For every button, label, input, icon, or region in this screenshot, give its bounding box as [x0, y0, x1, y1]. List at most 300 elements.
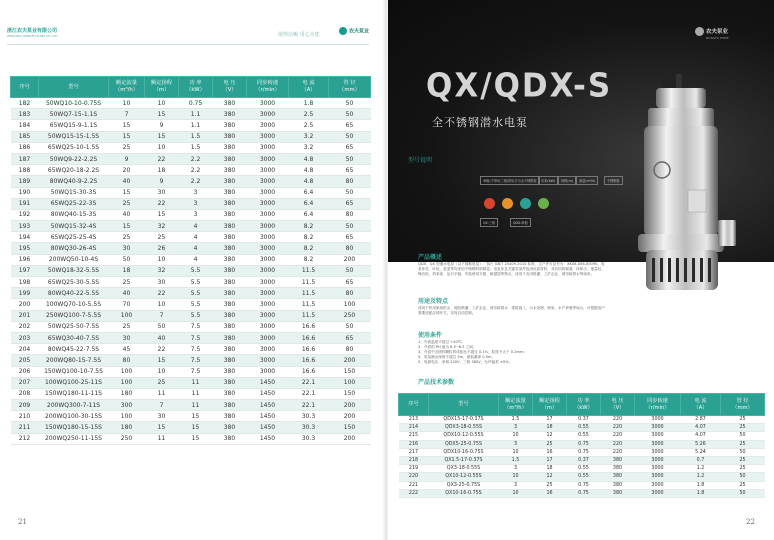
- table-cell: 7: [145, 400, 179, 411]
- table-cell: 100: [329, 377, 371, 388]
- table-cell: 380: [213, 243, 247, 254]
- table-cell: 205: [11, 355, 39, 366]
- table-cell: 380: [213, 232, 247, 243]
- model-cell: 200WQ100-30-15S: [39, 411, 109, 422]
- company-name-en: ZHEJIANG NONGFU PUMP CO.,LTD: [7, 34, 58, 38]
- table-cell: 380: [213, 422, 247, 433]
- table-cell: 3: [179, 198, 213, 209]
- table-cell: 40: [145, 332, 179, 343]
- model-cell: QX10-16-0.75S: [429, 489, 499, 497]
- table-cell: 25: [109, 321, 145, 332]
- table-cell: 221: [399, 481, 429, 489]
- table-cell: 3000: [635, 448, 681, 456]
- table-cell: 3000: [247, 332, 289, 343]
- table-cell: 380: [213, 221, 247, 232]
- page-number-left: 21: [18, 518, 27, 526]
- table-cell: 215: [399, 432, 429, 440]
- table-cell: 4.8: [289, 153, 329, 164]
- table-cell: 3000: [247, 142, 289, 153]
- table-cell: 250: [109, 433, 145, 444]
- table-cell: 70: [109, 299, 145, 310]
- table-cell: 380: [213, 288, 247, 299]
- table-cell: 380: [213, 198, 247, 209]
- model-dot-teal: [520, 198, 531, 209]
- table-cell: 3: [499, 440, 533, 448]
- model-dot-orange: [502, 198, 513, 209]
- legend-d: 流量(m³/h): [576, 176, 598, 185]
- table-cell: 30: [109, 243, 145, 254]
- table-cell: 16.6: [289, 366, 329, 377]
- table-cell: 4.8: [289, 165, 329, 176]
- table-cell: 18: [145, 165, 179, 176]
- table-cell: 10: [145, 254, 179, 265]
- table-row: [399, 456, 765, 464]
- model-cell: 150WQ100-10-7.5S: [39, 366, 109, 377]
- table-cell: 40: [109, 288, 145, 299]
- table-cell: 3: [499, 481, 533, 489]
- table-cell: 220: [601, 448, 635, 456]
- table-cell: 200: [329, 433, 371, 444]
- pump-image: [618, 70, 748, 310]
- table-cell: 380: [213, 142, 247, 153]
- brand-logo-text: 农夫泵业: [349, 28, 370, 35]
- condition-item: 1、介质温度不超过 +40℃；: [418, 340, 466, 344]
- table-cell: 100: [109, 411, 145, 422]
- table-row: [11, 377, 371, 388]
- table-cell: 65: [329, 165, 371, 176]
- table-row: [399, 481, 765, 489]
- table-cell: 3000: [247, 277, 289, 288]
- table-cell: 5.5: [179, 277, 213, 288]
- table-cell: 0.55: [567, 473, 601, 481]
- overview-text: QDX、QX 型潜水电泵（以下简称电泵）：执行 GB/T 25409-2010 标准，生产许可证号为：XK06-006-00095。电泵体壳、叶轮、泵盖等均采用不锈钢材料制造，电泵体及关键零部件选用优质材料，具有结构紧凑、体积小、重量轻、噪音低、效率高、运行平稳、安装使用方便、耐腐蚀等特点，适用于农田排灌、工矿企业、城市给排水等场所。: [418, 262, 605, 276]
- table-cell: 16: [533, 489, 567, 497]
- table-cell: 25: [109, 232, 145, 243]
- table-cell: 30.3: [289, 411, 329, 422]
- model-cell: 150WQ180-15-15S: [39, 422, 109, 433]
- table-cell: 12: [533, 432, 567, 440]
- brand-logo-sub: NONGFU PUMP: [706, 36, 729, 40]
- table-cell: 25: [721, 481, 765, 489]
- table-cell: 1450: [247, 388, 289, 399]
- legend-g: 不锈钢泵: [604, 176, 623, 185]
- table-row: [399, 448, 765, 456]
- table-cell: 380: [601, 481, 635, 489]
- table-cell: 15: [179, 422, 213, 433]
- usage-text: 适用于民用家庭供水、庭院喷灌、工矿企业、城市给排水、建筑施工、污水处理、喷泉、水产养殖等场合，可根据用户需要选配浮球开关，实现自动控制。: [418, 306, 605, 315]
- table-cell: 3000: [635, 473, 681, 481]
- model-cell: QX1.5-17-0.37S: [429, 456, 499, 464]
- table-cell: 150: [329, 388, 371, 399]
- table-cell: 220: [601, 432, 635, 440]
- table-cell: 185: [11, 131, 39, 142]
- table-cell: 2.87: [681, 416, 721, 424]
- table-cell: 10: [145, 366, 179, 377]
- logo-icon: [695, 27, 704, 36]
- table-cell: 3000: [635, 465, 681, 473]
- table-cell: 380: [213, 366, 247, 377]
- table-cell: 0.7: [681, 456, 721, 464]
- table-header-row: [399, 394, 765, 416]
- table-cell: 3: [499, 424, 533, 432]
- column-header: 序号: [11, 77, 39, 98]
- column-header: 型号: [429, 394, 499, 416]
- table-cell: 3000: [247, 198, 289, 209]
- legend-b: 功率(KW): [538, 176, 558, 185]
- table-cell: 7.5: [179, 344, 213, 355]
- model-cell: 65WQ25-10-1.5S: [39, 142, 109, 153]
- table-cell: 3000: [247, 221, 289, 232]
- table-cell: 3000: [247, 288, 289, 299]
- table-row: [11, 344, 371, 355]
- table-cell: 80: [329, 288, 371, 299]
- model-cell: QDX10-12-0.55S: [429, 432, 499, 440]
- table-cell: 15: [145, 131, 179, 142]
- table-cell: 208: [11, 388, 39, 399]
- spec-title: 产品技术参数: [418, 379, 455, 386]
- table-cell: 200: [329, 400, 371, 411]
- table-cell: 11: [179, 400, 213, 411]
- table-cell: 1.2: [681, 465, 721, 473]
- table-cell: 3000: [247, 153, 289, 164]
- table-cell: 80: [329, 344, 371, 355]
- table-row: [11, 153, 371, 164]
- table-cell: 22.1: [289, 388, 329, 399]
- table-cell: 0.55: [567, 424, 601, 432]
- table-cell: 380: [213, 299, 247, 310]
- table-cell: 1.8: [681, 481, 721, 489]
- table-cell: 3000: [635, 456, 681, 464]
- table-cell: 380: [213, 277, 247, 288]
- table-cell: 3000: [247, 243, 289, 254]
- table-cell: 3000: [247, 299, 289, 310]
- table-cell: 3000: [247, 109, 289, 120]
- table-cell: 1.2: [681, 473, 721, 481]
- model-cell: 50WQ15-30-3S: [39, 187, 109, 198]
- table-cell: 200: [329, 355, 371, 366]
- left-page: [0, 0, 384, 540]
- table-cell: 3000: [247, 254, 289, 265]
- table-cell: 2.2: [179, 153, 213, 164]
- table-cell: 0.75: [179, 98, 213, 109]
- table-cell: 182: [11, 98, 39, 109]
- table-row: [11, 411, 371, 422]
- table-cell: 4.07: [681, 424, 721, 432]
- table-cell: 1450: [247, 400, 289, 411]
- model-cell: 80WQ30-26-4S: [39, 243, 109, 254]
- model-cell: QDX10-16-0.75S: [429, 448, 499, 456]
- table-cell: 380: [213, 176, 247, 187]
- table-row: [399, 473, 765, 481]
- model-cell: QX10-12-0.55S: [429, 473, 499, 481]
- table-cell: 50: [329, 221, 371, 232]
- table-cell: 0.55: [567, 465, 601, 473]
- table-cell: 380: [213, 332, 247, 343]
- table-cell: 3: [499, 465, 533, 473]
- table-cell: 207: [11, 377, 39, 388]
- table-cell: 22.1: [289, 377, 329, 388]
- table-cell: 7.5: [179, 366, 213, 377]
- table-cell: 80: [329, 209, 371, 220]
- table-cell: 15: [109, 131, 145, 142]
- table-cell: 3.2: [289, 131, 329, 142]
- table-cell: 11: [179, 388, 213, 399]
- table-cell: 7.5: [179, 355, 213, 366]
- table-cell: 40: [109, 209, 145, 220]
- table-cell: 10: [145, 299, 179, 310]
- table-cell: 0.75: [567, 481, 601, 489]
- table-cell: 203: [11, 332, 39, 343]
- model-cell: 65WQ25-30-5.5S: [39, 277, 109, 288]
- table-cell: 380: [213, 400, 247, 411]
- table-cell: 11.5: [289, 299, 329, 310]
- table-cell: 25: [533, 481, 567, 489]
- usage-title: 用途及特点: [418, 298, 449, 305]
- logo-icon: [339, 27, 347, 35]
- table-row: [11, 321, 371, 332]
- table-row: [11, 198, 371, 209]
- table-cell: 187: [11, 153, 39, 164]
- condition-item: 4、电泵潜水深度不超过 5m，最低潜深 0.5m；: [418, 355, 496, 359]
- table-cell: 25: [533, 440, 567, 448]
- table-cell: 40: [109, 176, 145, 187]
- table-cell: 50: [145, 321, 179, 332]
- table-cell: 2.5: [289, 120, 329, 131]
- table-row: [11, 332, 371, 343]
- table-cell: 219: [399, 465, 429, 473]
- table-cell: 9: [145, 176, 179, 187]
- model-cell: 65WQ25-25-4S: [39, 232, 109, 243]
- conditions-list: [418, 340, 608, 365]
- table-cell: 32: [145, 265, 179, 276]
- table-cell: 211: [11, 422, 39, 433]
- table-row: [11, 299, 371, 310]
- model-cell: 200WQ80-15-7.5S: [39, 355, 109, 366]
- table-cell: 222: [399, 489, 429, 497]
- table-cell: 200: [329, 254, 371, 265]
- table-cell: 3000: [247, 355, 289, 366]
- table-cell: 380: [213, 209, 247, 220]
- condition-item: 2、介质的 PH 值为 6.5~8.5 之间；: [418, 345, 477, 349]
- table-cell: 201: [11, 310, 39, 321]
- model-cell: 200WQ300-7-11S: [39, 400, 109, 411]
- table-cell: 217: [399, 448, 429, 456]
- table-cell: 10: [109, 98, 145, 109]
- table-cell: 11.5: [289, 277, 329, 288]
- table-cell: 50: [109, 254, 145, 265]
- table-cell: 25: [721, 440, 765, 448]
- table-cell: 1450: [247, 411, 289, 422]
- table-row: [11, 388, 371, 399]
- table-row: [11, 221, 371, 232]
- table-cell: 11.5: [289, 265, 329, 276]
- table-cell: 380: [601, 489, 635, 497]
- column-header: 功 率 （kW）: [567, 394, 601, 416]
- model-cell: QDX15-17-0.37S: [429, 416, 499, 424]
- table-cell: 3000: [247, 120, 289, 131]
- table-cell: 380: [601, 456, 635, 464]
- model-cell: 80WQ45-22-7.5S: [39, 344, 109, 355]
- table-cell: 194: [11, 232, 39, 243]
- column-header: 电 流 （A）: [681, 394, 721, 416]
- table-cell: 189: [11, 176, 39, 187]
- table-cell: 5.24: [681, 448, 721, 456]
- table-cell: 65: [329, 120, 371, 131]
- table-cell: 30.3: [289, 422, 329, 433]
- table-cell: 10: [145, 142, 179, 153]
- table-row: [11, 165, 371, 176]
- table-cell: 45: [109, 344, 145, 355]
- table-cell: 3000: [635, 424, 681, 432]
- table-cell: 200: [11, 299, 39, 310]
- table-cell: 0.75: [567, 448, 601, 456]
- table-row: [399, 424, 765, 432]
- table-row: [11, 209, 371, 220]
- table-cell: 15: [109, 221, 145, 232]
- table-cell: 15: [109, 187, 145, 198]
- table-cell: 204: [11, 344, 39, 355]
- table-cell: 1.5: [179, 131, 213, 142]
- table-cell: 22: [145, 153, 179, 164]
- table-cell: 22: [145, 288, 179, 299]
- table-row: [11, 109, 371, 120]
- table-cell: 214: [399, 424, 429, 432]
- table-cell: 15: [179, 411, 213, 422]
- table-cell: 25: [721, 456, 765, 464]
- model-cell: 50WQ10-10-0.75S: [39, 98, 109, 109]
- column-header: 同步转速 （r/min）: [247, 77, 289, 98]
- table-cell: 380: [213, 377, 247, 388]
- table-cell: 25: [109, 198, 145, 209]
- model-cell: 200WQ250-11-15S: [39, 433, 109, 444]
- table-cell: 1450: [247, 377, 289, 388]
- model-section-title: 型号说明: [408, 157, 433, 164]
- table-cell: 213: [399, 416, 429, 424]
- table-cell: 7: [145, 310, 179, 321]
- table-cell: 16: [533, 448, 567, 456]
- table-row: [11, 98, 371, 109]
- table-cell: 15: [145, 355, 179, 366]
- table-cell: 218: [399, 456, 429, 464]
- table-row: [11, 288, 371, 299]
- overview-title: 产品概述: [418, 254, 443, 261]
- model-diagram: [480, 172, 630, 232]
- table-cell: 30: [145, 187, 179, 198]
- table-cell: 4.8: [289, 176, 329, 187]
- table-cell: 10: [499, 489, 533, 497]
- column-header: 序号: [399, 394, 429, 416]
- table-cell: 50: [721, 473, 765, 481]
- table-cell: 50: [329, 265, 371, 276]
- legend-e: QX:三相: [480, 218, 498, 227]
- table-cell: 3000: [635, 489, 681, 497]
- table-cell: 50: [721, 432, 765, 440]
- table-cell: 380: [601, 465, 635, 473]
- table-cell: 212: [11, 433, 39, 444]
- table-cell: 10: [499, 473, 533, 481]
- table-cell: 15: [145, 109, 179, 120]
- table-cell: 11.5: [289, 288, 329, 299]
- table-cell: 150: [329, 422, 371, 433]
- table-row: [11, 176, 371, 187]
- table-cell: 16.6: [289, 344, 329, 355]
- table-cell: 11: [179, 377, 213, 388]
- column-header: 型号: [39, 77, 109, 98]
- table-cell: 50: [721, 489, 765, 497]
- model-cell: 50WQ15-15-1.5S: [39, 131, 109, 142]
- table-cell: 4: [179, 221, 213, 232]
- table-cell: 300: [109, 400, 145, 411]
- table-cell: 80: [329, 176, 371, 187]
- table-cell: 3: [179, 209, 213, 220]
- table-cell: 10: [499, 432, 533, 440]
- table-cell: 18: [533, 465, 567, 473]
- table-row: [11, 277, 371, 288]
- table-cell: 9: [109, 153, 145, 164]
- table-cell: 1.1: [179, 109, 213, 120]
- table-cell: 198: [11, 277, 39, 288]
- right-page: [388, 0, 774, 540]
- table-cell: 3000: [247, 165, 289, 176]
- table-cell: 3000: [635, 440, 681, 448]
- table-cell: 197: [11, 265, 39, 276]
- table-row: [11, 355, 371, 366]
- table-cell: 200: [329, 411, 371, 422]
- table-cell: 380: [213, 98, 247, 109]
- table-cell: 1.5: [179, 142, 213, 153]
- table-row: [11, 310, 371, 321]
- table-cell: 65: [329, 332, 371, 343]
- table-cell: 5.5: [179, 299, 213, 310]
- table-cell: 50: [329, 109, 371, 120]
- table-cell: 1.8: [681, 489, 721, 497]
- table-cell: 380: [213, 344, 247, 355]
- table-row: [399, 416, 765, 424]
- column-header: 功 率 （kW）: [179, 77, 213, 98]
- model-cell: 100WQ70-10-5.5S: [39, 299, 109, 310]
- table-cell: 380: [601, 473, 635, 481]
- table-cell: 8.2: [289, 232, 329, 243]
- table-cell: 6.4: [289, 198, 329, 209]
- table-cell: 1450: [247, 422, 289, 433]
- table-cell: 3000: [635, 416, 681, 424]
- table-cell: 196: [11, 254, 39, 265]
- table-cell: 80: [109, 355, 145, 366]
- table-cell: 65: [329, 232, 371, 243]
- table-cell: 2.5: [289, 109, 329, 120]
- table-cell: 380: [213, 165, 247, 176]
- table-cell: 50: [329, 321, 371, 332]
- table-cell: 180: [109, 388, 145, 399]
- table-cell: 65: [329, 198, 371, 209]
- column-header: 电 压 （V）: [213, 77, 247, 98]
- table-cell: 8.2: [289, 254, 329, 265]
- table-cell: 50: [329, 98, 371, 109]
- table-cell: 9: [145, 120, 179, 131]
- column-header: 电 流 （A）: [289, 77, 329, 98]
- model-cell: 200WQ50-10-4S: [39, 254, 109, 265]
- table-row: [11, 120, 371, 131]
- table-cell: 22: [145, 344, 179, 355]
- table-cell: 380: [213, 321, 247, 332]
- table-cell: 380: [213, 109, 247, 120]
- table-cell: 15: [145, 422, 179, 433]
- table-cell: 100: [109, 310, 145, 321]
- table-cell: 380: [213, 355, 247, 366]
- table-row: [11, 422, 371, 433]
- table-row: [11, 366, 371, 377]
- table-row: [11, 265, 371, 276]
